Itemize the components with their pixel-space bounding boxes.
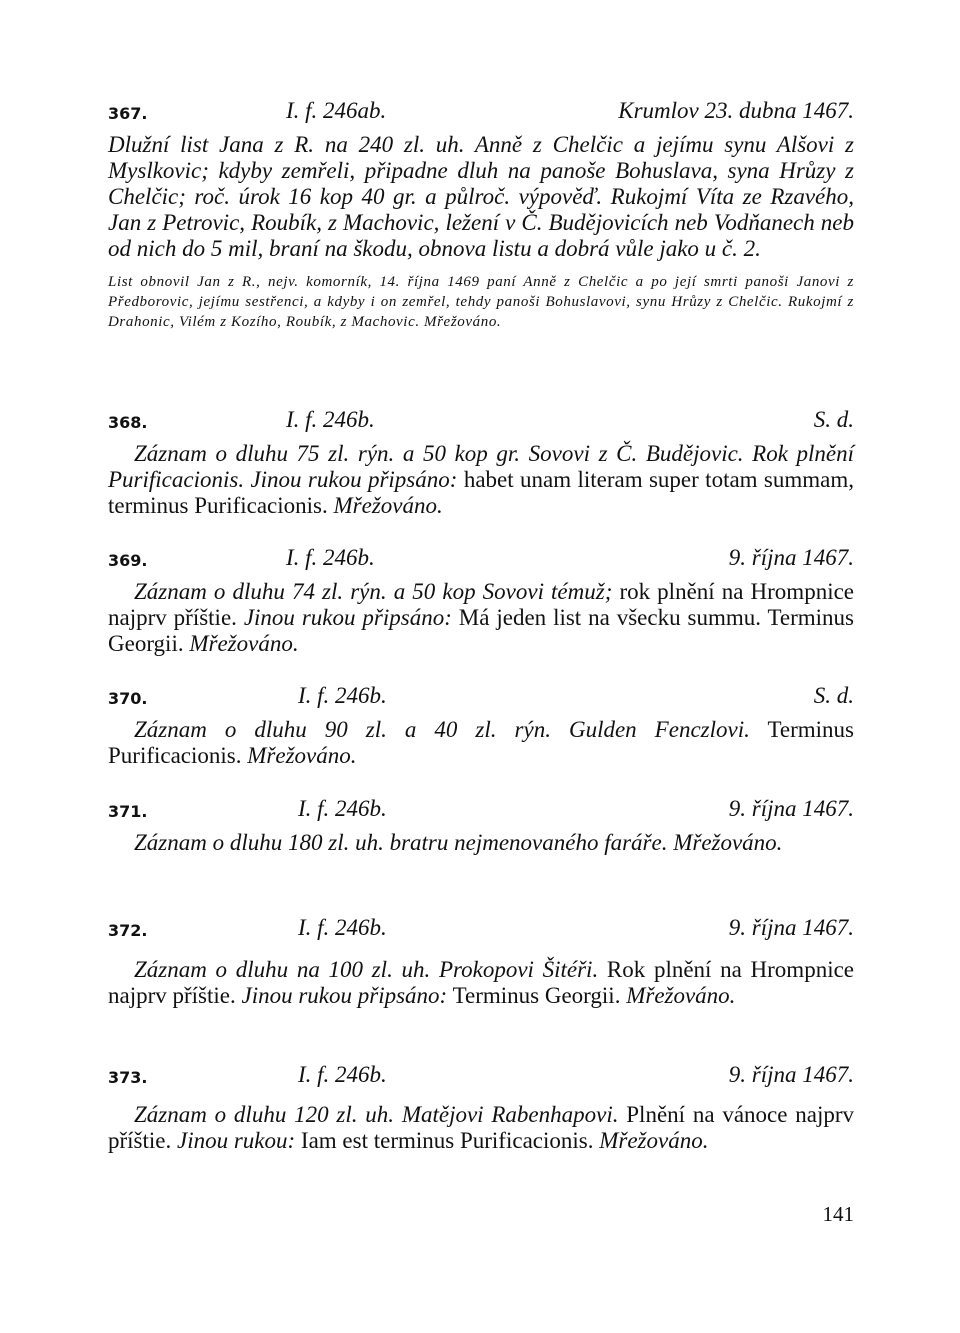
entry-370 [108,683,854,769]
body-italic-2: Jinou rukou připsáno: [243,605,452,630]
body-roman: habet unam literam super totam summam, terminus Purificacionis. [108,467,855,518]
entry-header [108,407,854,437]
entry-header [108,915,854,945]
body-italic-2: Jinou rukou: [177,1128,296,1153]
entry-header [108,98,854,128]
body-italic: Záznam o dluhu na 100 zl. uh. Prokopovi Šitéři. [134,957,599,982]
entry-number: 368. [108,413,148,432]
entry-369 [108,545,854,657]
body-end: Mřežováno. [189,631,299,656]
entry-header [108,683,854,713]
body-roman: Rok plnění na Hrompnice najprv příštie. [108,957,855,1008]
folio-reference: I. f. 246b. [298,915,387,940]
entry-date: 9. října 1467. [728,796,854,821]
entry-373 [108,1062,854,1154]
entry-note: List obnovil Jan z R., nejv. komorník, 14. října 1469 paní Anně z Chelčic a po její smrti panoši Janovi z Předborovic, jejímu sestřenci, a kdyby i on zemřel, tehdy panoši Bohuslavovi, synu Hrůzy z Chelčic. Rukojmí z Drahonic, Vilém z Kozího, Roubík, z Machovic. Mřežováno. [108,274,854,330]
body-italic: Záznam o dluhu 120 zl. uh. Matějovi Rabenhapovi. [134,1102,619,1127]
entry-date: 9. října 1467. [728,915,854,940]
entry-371 [108,796,854,856]
entry-number: 372. [108,921,148,940]
entry-number: 369. [108,551,148,570]
body-roman-2: Terminus Georgii. [452,983,621,1008]
folio-reference: I. f. 246b. [298,683,387,708]
entry-367 [108,98,854,332]
page-number: 141 [822,1202,854,1226]
body-italic: Záznam o dluhu 180 zl. uh. bratru nejmenovaného faráře. Mřežováno. [134,830,783,855]
entry-body [108,132,854,262]
body-end: Mřežováno. [626,983,736,1008]
entry-date: 9. října 1467. [728,545,854,570]
entry-number: 373. [108,1068,148,1087]
body-end: Mřežováno. [599,1128,709,1153]
entry-number: 367. [108,104,148,123]
folio-reference: I. f. 246b. [298,796,387,821]
document-page [108,0,854,1333]
entry-header [108,1062,854,1092]
entry-body [108,1102,854,1154]
entry-date: S. d. [813,683,854,708]
body-italic: Záznam o dluhu 74 zl. rýn. a 50 kop Sovovi témuž; [134,579,613,604]
entry-body [108,957,854,1009]
body-roman: rok plnění na Hrompnice najprv příštie. [108,579,854,630]
body-end: Mřežováno. [333,493,443,518]
entry-number: 371. [108,802,148,821]
folio-reference: I. f. 246b. [286,407,375,432]
entry-header [108,545,854,575]
entry-368 [108,407,854,519]
entry-header [108,796,854,826]
body-italic: Záznam o dluhu 75 zl. rýn. a 50 kop gr. Sovovi z Č. Budějovic. Rok plnění Purificacionis. Jinou rukou připsáno: [108,441,854,492]
entry-date: Krumlov 23. dubna 1467. [618,98,854,123]
body-end: Mřežováno. [247,743,357,768]
entry-number: 370. [108,689,148,708]
body-roman-2: Má jeden list na všecku summu. Terminus Georgii. [108,605,855,656]
entry-body [108,717,854,769]
body-roman-2: Iam est terminus Purificacionis. [300,1128,594,1153]
folio-reference: I. f. 246b. [286,545,375,570]
body-italic: Záznam o dluhu 90 zl. a 40 zl. rýn. Gulden Fenczlovi. [134,717,750,742]
body-italic-2: Jinou rukou připsáno: [241,983,448,1008]
body-roman: Plnění na vánoce najprv příštie. [108,1102,855,1153]
entry-date: 9. října 1467. [728,1062,854,1087]
entry-372 [108,915,854,1009]
folio-reference: I. f. 246ab. [286,98,387,123]
body-text: Dlužní list Jana z R. na 240 zl. uh. Anně z Chelčic a jejímu synu Alšovi z Myslkovic; kdyby zemřeli, připadne dluh na panoše Bohuslava, syna Hrůzy z Chelčic; roč. úrok 16 kop 40 gr. a půlroč. výpověď. Rukojmí Víta ze Rzavého, Jan z Petrovic, Roubík, z Machovic, ležení v Č. Budějovicích neb Vodňanech neb od nich do 5 mil, braní na škodu, obnova listu a dobrá vůle jako u č. 2. [108,132,854,261]
entry-date: S. d. [813,407,854,432]
entry-body [108,579,854,657]
entry-body [108,441,854,519]
folio-reference: I. f. 246b. [298,1062,387,1087]
body-roman: Terminus Purificacionis. [108,717,854,768]
entry-body [108,830,854,856]
